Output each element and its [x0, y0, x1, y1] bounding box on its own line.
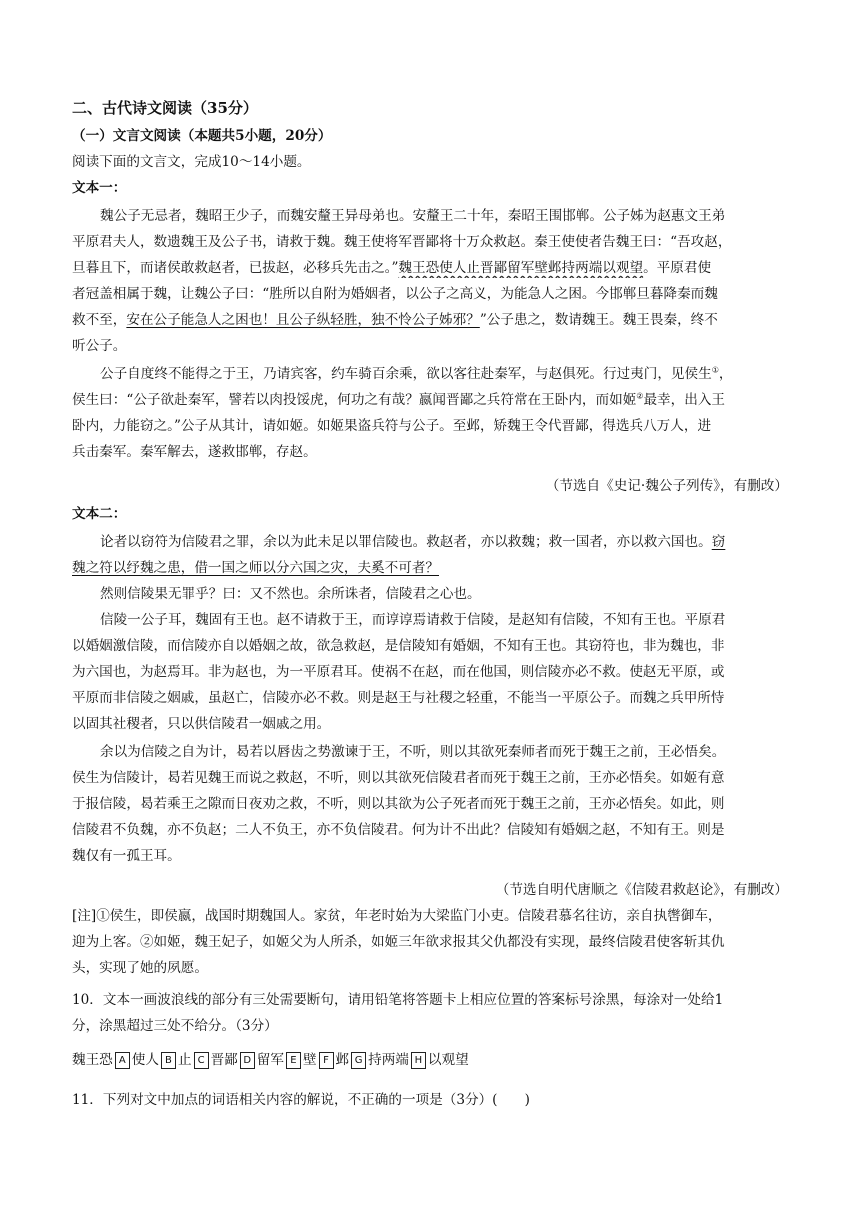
text2-source: （节选自明代唐顺之《信陵君救赵论》，有删改）	[495, 882, 788, 898]
text2-line-1: 论者以窃符为信陵君之罪，余以为此未足以罪信陵也。救赵者，亦以救魏；救一国者，亦以救六国也。窃	[100, 534, 726, 550]
text2-line-10: 侯生为信陵计，曷若见魏王而说之救赵，不听，则以其欲死信陵君者而死于魏王之前，王亦必悟矣。如姬有意	[72, 770, 725, 786]
text1-line-2: 平原君夫人，数遗魏王及公子书，请救于魏。魏王使将军晋鄙将十万众救赵。秦王使使者告魏王曰：“吾攻赵，	[72, 234, 732, 250]
footnote-marker-1: ①	[711, 365, 719, 375]
text2-line-13: 魏仅有一孤王耳。	[72, 848, 181, 864]
text2-line-7: 平原而非信陵之姻戚，虽赵亡，信陵亦必不救。则是赵王与社稷之轻重，不能当一平原公子。而魏之兵甲所恃	[72, 690, 725, 706]
wavy-underlined-passage: 魏王恐使人止晋鄙留军壁邺持两端以观望	[398, 260, 644, 276]
note-line-1: [注]①侯生，即侯嬴，战国时期魏国人。家贫，年老时始为大梁监门小吏。信陵君慕名往访，亲自执辔御车，	[72, 908, 722, 924]
option-box-d[interactable]: D	[240, 1052, 255, 1069]
text2-line-9: 余以为信陵之自为计，曷若以唇齿之势激谏于王，不听，则以其欲死秦师者而死于魏王之前，王必悟矣。	[100, 744, 726, 760]
text1-line-10: 兵击秦军。秦军解去，遂救邯郸，存赵。	[72, 444, 317, 460]
option-box-f[interactable]: F	[319, 1052, 334, 1069]
question-10-line-1: 10．文本一画波浪线的部分有三处需要断句，请用铅笔将答题卡上相应位置的答案标号涂黑，每涂对一处给1	[72, 992, 724, 1008]
text1-source: （节选自《史记·魏公子列传》，有删改）	[545, 478, 788, 494]
text2-line-8: 以固其社稷者，只以供信陵君一姻戚之用。	[72, 716, 331, 732]
option-box-c[interactable]: C	[194, 1052, 209, 1069]
option-box-e[interactable]: E	[286, 1052, 301, 1069]
text1-line-1: 魏公子无忌者，魏昭王少子，而魏安釐王异母弟也。安釐王二十年，秦昭王围邯郸。公子姊为赵惠文王弟	[100, 208, 726, 224]
text2-line-3: 然则信陵果无罪乎？曰：又不然也。余所诛者，信陵君之心也。	[100, 586, 481, 602]
text2-line-4: 信陵一公子耳，魏固有王也。赵不请救于王，而谆谆焉请救于信陵，是赵知有信陵，不知有王也。平原君	[100, 612, 726, 628]
option-box-b[interactable]: B	[161, 1052, 176, 1069]
text1-line-5: 救不至，安在公子能急人之困也！且公子纵轻胜，独不怜公子姊邪？”公子患之，数请魏王。魏王畏秦，终不	[72, 312, 718, 328]
dotted-word-gai: 盖	[99, 286, 113, 302]
question-10-line-2: 分，涂黑超过三处不给分。（3分）	[72, 1018, 278, 1034]
footnote-marker-2: ②	[636, 391, 644, 401]
text2-line-12: 信陵君不负魏，亦不负赵；二人不负王，亦不负信陵君。何为计不出此？信陵知有婚姻之赵，不知有王。则是	[72, 822, 725, 838]
note-line-2: 迎为上客。②如姬，魏王妃子，如姬父为人所杀，如姬三年欲求报其父仇都没有实现，最终信陵君使客斩其仇	[72, 934, 725, 950]
sub-title: （一）文言文阅读（本题共5小题，20分）	[72, 128, 332, 144]
option-box-g[interactable]: G	[351, 1052, 366, 1069]
underlined-sentence: 安在公子能急人之困也！且公子纵轻胜，独不怜公子姊邪？	[126, 312, 480, 328]
option-box-a[interactable]: A	[115, 1052, 130, 1069]
option-box-h[interactable]: H	[411, 1052, 426, 1069]
text1-line-8: 侯生曰：“公子欲赴秦军，譬若以肉投馁虎，何功之有哉？嬴闻晋鄙之兵符常在王卧内，而如姬②最幸，出入王	[72, 391, 726, 408]
text2-line-6: 为六国也，为赵焉耳。非为赵也，为一平原君耳。使祸不在赵，而在他国，则信陵亦必不救。使赵无平原，或	[72, 664, 725, 680]
text2-label: 文本二：	[72, 506, 127, 522]
text1-label: 文本一：	[72, 180, 127, 196]
dotted-word-cheng: 乘	[167, 796, 181, 812]
text1-line-4: 者冠盖相属于魏，让魏公子曰：“胜所以自附为婚姻者，以公子之高义，为能急人之困。今邯郸旦暮降秦而魏	[72, 286, 718, 302]
question-11: 11．下列对文中加点的词语相关内容的解说，不正确的一项是（3分）( )	[72, 1092, 530, 1108]
question-10-options: 魏王恐 A 使人 B 止 C 晋鄙 D 留军 E 壁 F 邺 G 持两端 H 以观望	[72, 1052, 469, 1068]
text2-line-11: 于报信陵，曷若乘王之隙而日夜劝之救，不听，则以其欲为公子死者而死于魏王之前，王亦必悟矣。如此，则	[72, 796, 725, 812]
note-line-3: 头，实现了她的夙愿。	[72, 960, 208, 976]
text1-line-6: 听公子。	[72, 338, 127, 354]
text2-line-2: 魏之符以纾魏之患，借一国之师以分六国之灾，夫奚不可者？	[72, 560, 440, 576]
section-title: 二、古代诗文阅读（35分）	[72, 99, 258, 117]
text2-line-5: 以婚姻激信陵，而信陵亦自以婚姻之故，欲急救赵，是信陵知有婚姻，不知有王也。其窃符也，非为魏也，非	[72, 638, 725, 654]
text1-line-9: 卧内，力能窃之。”公子从其计，请如姬。如姬果盗兵符与公子。至邺，矫魏王令代晋鄙，得选兵八万人，进	[72, 418, 712, 434]
text1-line-3: 旦暮且下，而诸侯敢救赵者，已拔赵，必移兵先击之。”魏王恐使人止晋鄙留军壁邺持两端以观望。平原君使	[72, 260, 712, 276]
text1-line-7: 公子自度终不能得之于王，乃请宾客，约车骑百余乘，欲以客往赴秦军，与赵俱死。行过夷门，见侯生①，	[100, 365, 733, 382]
instruction: 阅读下面的文言文，完成10～14小题。	[72, 154, 311, 170]
